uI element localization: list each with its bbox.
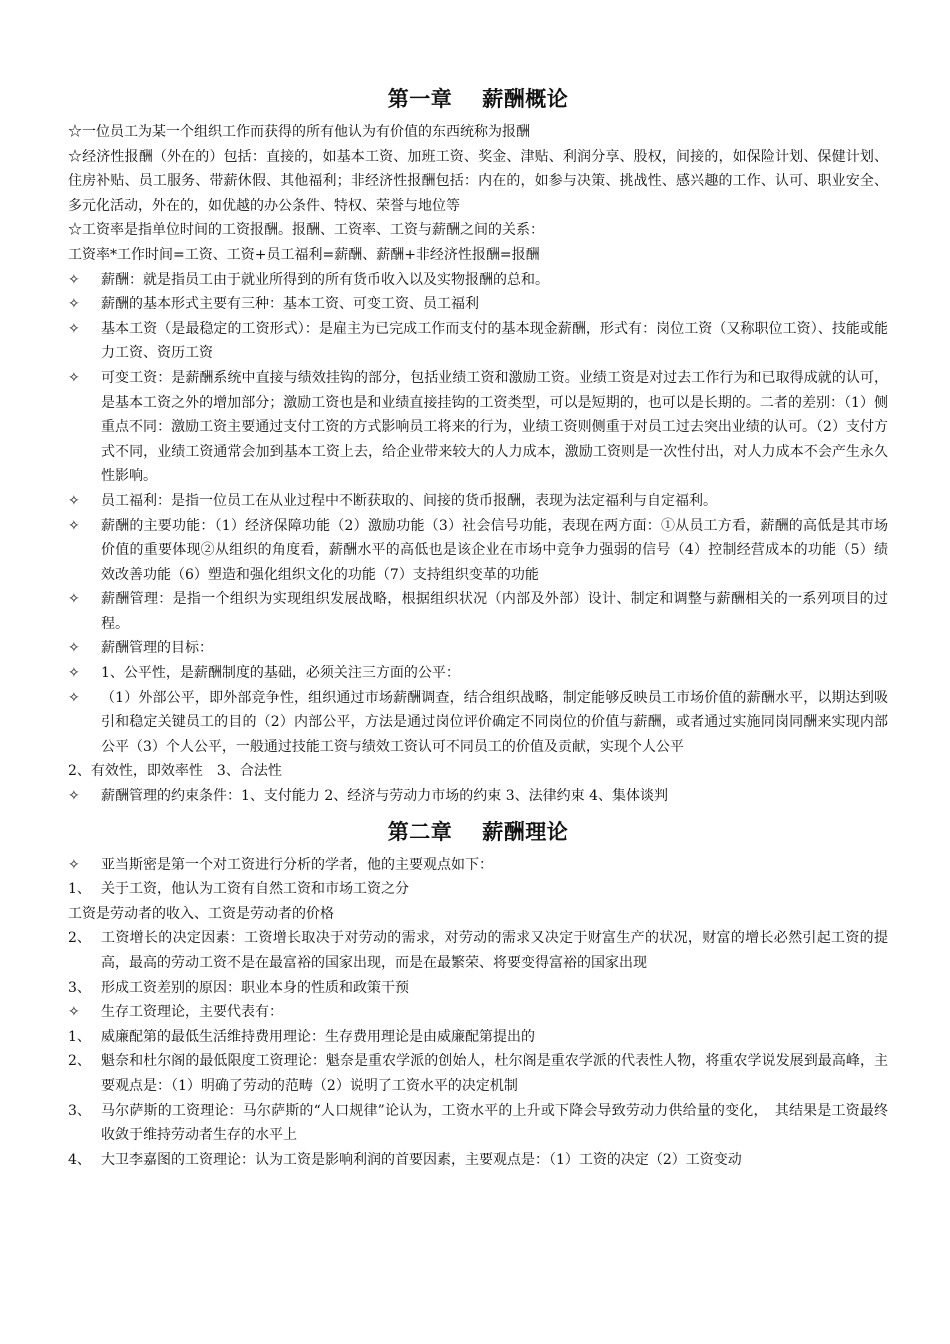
list-item <box>68 292 888 317</box>
list-item-text: 薪酬管理的约束条件：1、支付能力 2、经济与劳动力市场的约束 3、法律约束 4、集体谈判 <box>101 788 668 805</box>
item-number: 1、 <box>68 1028 91 1045</box>
item-number: 2、 <box>68 1053 91 1070</box>
list-item-text: 可变工资：是薪酬系统中直接与绩效挂钩的部分，包括业绩工资和激励工资。业绩工资是对过去工作行为和已取得成就的认可，是基本工资之外的增加部分；激励工资也是和业绩直接挂钩的工资类型，可以是短期的，也可以是长期的。二者的差别：（1）侧重点不同：激励工资主要通过支付工资的方式影响员工将来的行为，业绩工资则侧重于对员工过去突出业绩的认可。（2）支付方式不同，业绩工资通常会加到基本工资上去，给企业带来较大的人力成本，激励工资则是一次性付出，对人力成本不会产生永久性影响。 <box>101 369 888 485</box>
diamond-bullet-icon: ✧ <box>68 320 80 337</box>
diamond-bullet-icon: ✧ <box>68 788 80 805</box>
intro-line: 工资率*工作时间=工资、工资+员工福利=薪酬、薪酬+非经济性报酬=报酬 <box>68 246 540 263</box>
diamond-bullet-icon: ✧ <box>68 369 80 386</box>
chapter-1-title <box>68 84 888 120</box>
diamond-bullet-icon: ✧ <box>68 689 80 706</box>
list-item <box>68 636 888 661</box>
diamond-bullet-icon: ✧ <box>68 1004 80 1021</box>
list-item-text: （1）外部公平，即外部竞争性，组织通过市场薪酬调查，结合组织战略，制定能够反映员工市场价值的薪酬水平，以期达到吸引和稳定关键员工的目的（2）内部公平，方法是通过岗位评价确定不同岗位的价值与薪酬，或者通过实施同岗同酬来实现内部公平（3）个人公平，一般通过技能工资与绩效工资认可不同员工的价值及贡献，实现个人公平 <box>101 689 888 755</box>
intro-line: ☆一位员工为某一个组织工作而获得的所有他认为有价值的东西统称为报酬 <box>68 124 530 140</box>
intro-line: ☆经济性报酬（外在的）包括：直接的，如基本工资、加班工资、奖金、津贴、利润分享、股权，间接的，如保险计划、保健计划、住房补贴、员工服务、带薪休假、其他福利；非经济性报酬包括：内在的，如参与决策、挑战性、感兴趣的工作、认可、职业安全、多元化活动，外在的，如优越的办公条件、特权、荣誉与地位等 <box>68 148 888 214</box>
item-number: 2、 <box>68 930 91 947</box>
diamond-bullet-icon: ✧ <box>68 517 80 534</box>
chapter-1-name: 薪酬概论 <box>482 87 569 111</box>
item-number: 1、 <box>68 881 91 898</box>
diamond-bullet-icon: ✧ <box>68 640 80 657</box>
numbered-item-text: 工资增长的决定因素：工资增长取决于对劳动的需求，对劳动的需求又决定于财富生产的状况，财富的增长必然引起工资的提高，最高的劳动工资不是在最富裕的国家出现，而是在最繁荣、将要变得富裕的国家出现 <box>101 930 888 971</box>
list-item-text: 薪酬管理：是指一个组织为实现组织发展战略，根据组织状况（内部及外部）设计、制定和调整与薪酬相关的一系列项目的过程。 <box>101 591 888 632</box>
list-item-text: 薪酬管理的目标： <box>101 640 213 657</box>
list-item <box>68 853 888 878</box>
item-number: 3、 <box>68 1102 91 1119</box>
list-item <box>68 1000 888 1025</box>
diamond-bullet-icon: ✧ <box>68 296 80 313</box>
chapter-2-name: 薪酬理论 <box>482 819 569 844</box>
numbered-item <box>68 926 888 975</box>
list-item-text: 员工福利：是指一位员工在从业过程中不断获取的、间接的货币报酬，表现为法定福利与自定福利。 <box>101 492 717 509</box>
list-item <box>68 317 888 366</box>
list-item-text: 亚当斯密是第一个对工资进行分析的学者，他的主要观点如下： <box>101 856 493 873</box>
diamond-bullet-icon: ✧ <box>68 492 80 509</box>
document-page <box>68 84 888 1172</box>
list-item <box>68 366 888 489</box>
list-item-text: 薪酬：就是指员工由于就业所得到的所有货币收入以及实物报酬的总和。 <box>101 271 549 288</box>
chapter-2-title <box>68 817 888 853</box>
numbered-item-text: 马尔萨斯的工资理论：马尔萨斯的“人口规律”论认为，工资水平的上升或下降会导致劳动力供给量的变化， 其结果是工资最终收敛于维持劳动者生存的水平上 <box>101 1102 888 1144</box>
numbered-item-text: 大卫李嘉图的工资理论：认为工资是影响利润的首要因素，主要观点是：（1）工资的决定（2）工资变动 <box>101 1151 742 1168</box>
numbered-item-text: 魁奈和杜尔阁的最低限度工资理论：魁奈是重农学派的创始人，杜尔阁是重农学派的代表性人物，将重农学说发展到最高峰，主要观点是：（1）明确了劳动的范畴（2）说明了工资水平的决定机制 <box>101 1053 888 1094</box>
list-item-text: 基本工资（是最稳定的工资形式）：是雇主为已完成工作而支付的基本现金薪酬，形式有：岗位工资（又称职位工资）、技能或能力工资、资历工资 <box>101 320 888 362</box>
numbered-item <box>68 1049 888 1098</box>
list-item <box>68 587 888 636</box>
numbered-item-text: 形成工资差别的原因：职业本身的性质和政策干预 <box>101 979 409 996</box>
list-item <box>68 514 888 588</box>
numbered-item <box>68 1148 888 1173</box>
diamond-bullet-icon: ✧ <box>68 271 80 288</box>
item-number: 3、 <box>68 979 91 996</box>
list-item-text: 1、公平性，是薪酬制度的基础，必须关注三方面的公平： <box>101 665 460 682</box>
list-item-text: 生存工资理论，主要代表有： <box>101 1004 283 1021</box>
list-item <box>68 661 888 686</box>
numbered-item-text: 关于工资，他认为工资有自然工资和市场工资之分 <box>101 881 409 898</box>
plain-line: 2、有效性，即效率性 3、合法性 <box>68 763 282 780</box>
intro-line: ☆工资率是指单位时间的工资报酬。报酬、工资率、工资与薪酬之间的关系： <box>68 222 544 239</box>
chapter-2-number: 第二章 <box>387 819 453 844</box>
diamond-bullet-icon: ✧ <box>68 856 80 873</box>
numbered-item <box>68 1099 888 1148</box>
numbered-item <box>68 1025 888 1050</box>
numbered-item <box>68 877 888 902</box>
list-item-text: 薪酬的基本形式主要有三种：基本工资、可变工资、员工福利 <box>101 296 479 313</box>
chapter-1-number: 第一章 <box>387 87 453 111</box>
plain-line: 工资是劳动者的收入、工资是劳动者的价格 <box>68 905 334 922</box>
list-item-text: 薪酬的主要功能：（1）经济保障功能（2）激励功能（3）社会信号功能，表现在两方面：①从员工方看，薪酬的高低是其市场价值的重要体现②从组织的角度看，薪酬水平的高低也是该企业在市场中竞争力强弱的信号（4）控制经营成本的功能（5）绩效改善功能（6）塑造和强化组织文化的功能（7）支持组织变革的功能 <box>101 517 888 583</box>
numbered-item <box>68 976 888 1001</box>
list-item <box>68 686 888 760</box>
list-item <box>68 489 888 514</box>
diamond-bullet-icon: ✧ <box>68 665 80 682</box>
numbered-item-text: 威廉配第的最低生活维持费用理论：生存费用理论是由威廉配第提出的 <box>101 1028 535 1045</box>
diamond-bullet-icon: ✧ <box>68 591 80 608</box>
item-number: 4、 <box>68 1151 91 1168</box>
list-item <box>68 268 888 293</box>
list-item <box>68 784 888 809</box>
